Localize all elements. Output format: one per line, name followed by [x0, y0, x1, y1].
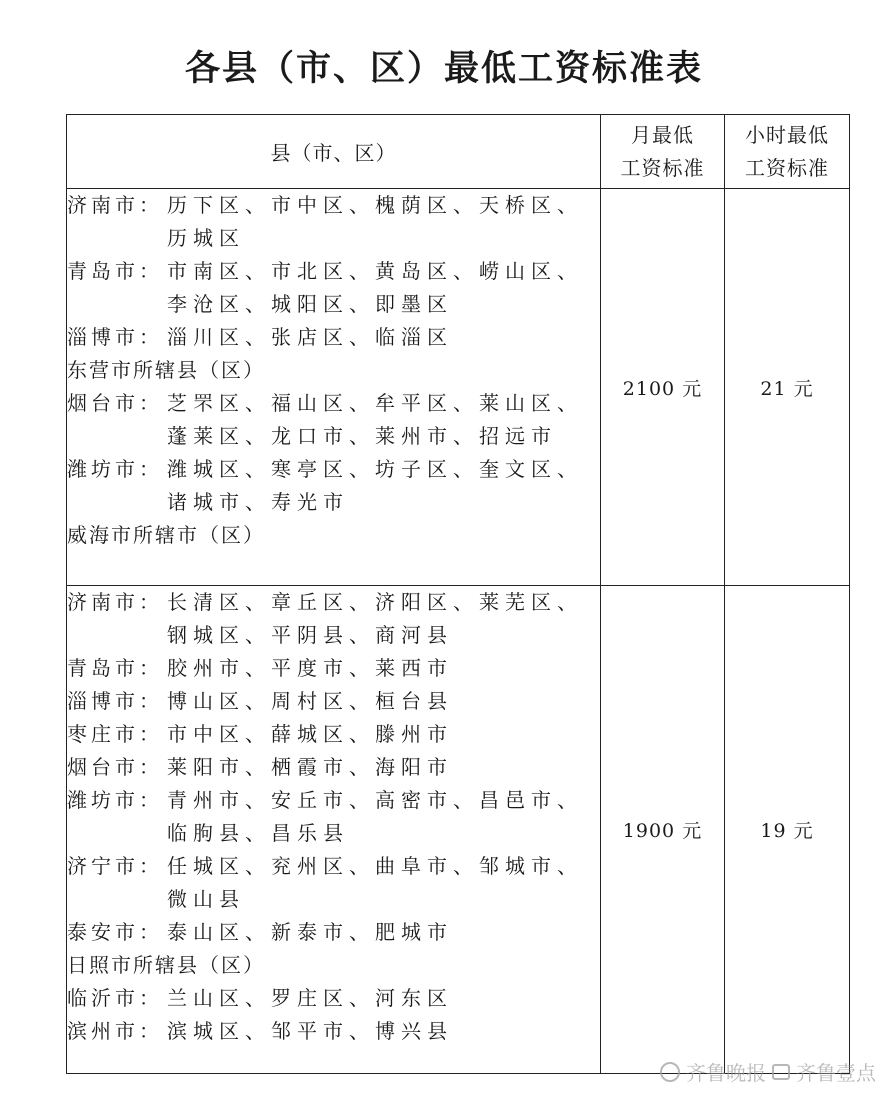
header-hourly-line1: 小时最低: [745, 122, 829, 147]
minimum-wage-table: [66, 114, 850, 1074]
monthly-wage-tier-1: 2100 元: [601, 189, 725, 586]
regions-cell-tier-2: [67, 586, 601, 1074]
district-list: 任城区、兖州区、曲阜市、邹城市、微山县: [167, 854, 583, 911]
header-county-label: 县（市、区）: [270, 141, 397, 165]
region-line-full: 威海市所辖市（区）: [67, 523, 265, 547]
header-hourly-line2: 工资标准: [745, 155, 829, 180]
region-line: [67, 586, 600, 652]
monthly-wage-tier-2: 1900 元: [601, 586, 725, 1074]
city-name: 青岛市：: [67, 259, 163, 283]
hourly-wage-tier-2: 19 元: [725, 586, 850, 1074]
region-line: [67, 189, 600, 255]
region-line: [67, 685, 600, 718]
district-list: 博山区、周村区、桓台县: [167, 689, 453, 713]
city-name: 淄博市：: [67, 325, 163, 349]
region-line: [67, 718, 600, 751]
header-monthly-line1: 月最低: [631, 122, 694, 147]
region-line-full: 日照市所辖县（区）: [67, 953, 265, 977]
city-name: 济宁市：: [67, 854, 163, 878]
watermark-circle-icon: [660, 1062, 680, 1082]
district-list: 市南区、市北区、黄岛区、崂山区、李沧区、城阳区、即墨区: [167, 259, 583, 316]
header-monthly-line2: 工资标准: [620, 155, 705, 180]
district-list: 胶州市、平度市、莱西市: [167, 656, 453, 680]
district-list: 莱阳市、栖霞市、海阳市: [167, 755, 453, 779]
region-line: [67, 751, 600, 784]
header-hourly: [725, 115, 850, 189]
watermark: [660, 1057, 876, 1086]
city-name: 泰安市：: [67, 920, 163, 944]
district-list: 滨城区、邹平市、博兴县: [167, 1019, 453, 1043]
region-line: [67, 850, 600, 916]
city-name: 济南市：: [67, 193, 163, 217]
region-line-full: 东营市所辖县（区）: [67, 358, 265, 382]
district-list: 市中区、薛城区、滕州市: [167, 722, 453, 746]
district-list: 芝罘区、福山区、牟平区、莱山区、蓬莱区、龙口市、莱州市、招远市: [167, 391, 583, 448]
district-list: 长清区、章丘区、济阳区、莱芜区、钢城区、平阴县、商河县: [167, 590, 583, 647]
district-list: 泰山区、新泰市、肥城市: [167, 920, 453, 944]
district-list: 兰山区、罗庄区、河东区: [167, 986, 453, 1010]
district-list: 淄川区、张店区、临淄区: [167, 325, 453, 349]
region-line: [67, 1015, 600, 1048]
page-title: 各县（市、区）最低工资标准表: [184, 49, 703, 89]
city-name: 青岛市：: [67, 656, 163, 680]
region-line: [67, 387, 600, 453]
city-name: 潍坊市：: [67, 457, 163, 481]
region-line: [67, 982, 600, 1015]
district-list: 历下区、市中区、槐荫区、天桥区、历城区: [167, 193, 583, 250]
region-line: [67, 321, 600, 354]
district-list: 青州市、安丘市、高密市、昌邑市、临朐县、昌乐县: [167, 788, 583, 845]
region-line: [67, 652, 600, 685]
region-line: [67, 916, 600, 949]
city-name: 临沂市：: [67, 986, 163, 1010]
watermark-box-icon: [772, 1064, 790, 1080]
district-list: 潍城区、寒亭区、坊子区、奎文区、诸城市、寿光市: [167, 457, 583, 514]
city-name: 潍坊市：: [67, 788, 163, 812]
city-name: 滨州市：: [67, 1019, 163, 1043]
table-row-tier-2: [67, 586, 850, 1074]
hourly-wage-tier-1: 21 元: [725, 189, 850, 586]
header-county: [67, 115, 601, 189]
city-name: 烟台市：: [67, 755, 163, 779]
table-header-row: [67, 115, 850, 189]
city-name: 枣庄市：: [67, 722, 163, 746]
city-name: 淄博市：: [67, 689, 163, 713]
watermark-left-text: 齐鲁晚报: [686, 1061, 766, 1085]
city-name: 济南市：: [67, 590, 163, 614]
regions-cell-tier-1: [67, 189, 601, 586]
watermark-right-text: 齐鲁壹点: [796, 1061, 876, 1085]
city-name: 烟台市：: [67, 391, 163, 415]
header-monthly: [601, 115, 725, 189]
region-line: [67, 453, 600, 519]
region-line: [67, 255, 600, 321]
region-line: [67, 784, 600, 850]
table-row-tier-1: [67, 189, 850, 586]
